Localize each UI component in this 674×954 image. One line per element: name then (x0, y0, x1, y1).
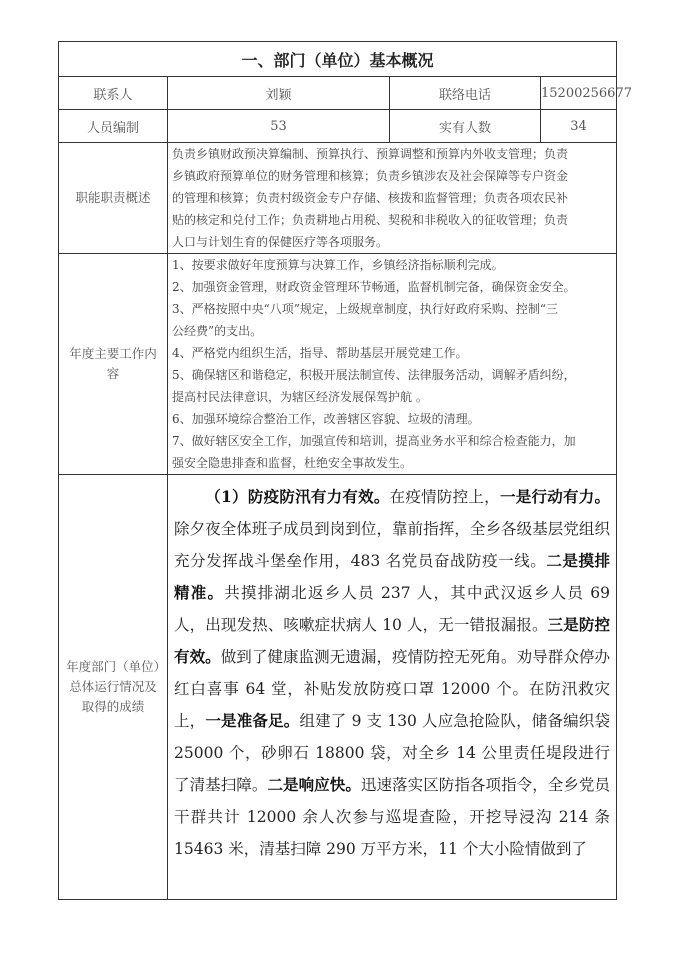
results-point: 二是响应快。 (267, 775, 361, 794)
duties-line: 的管理和核算；负责村级资金专户存储、核拨和监督管理；负责各项农民补 (172, 191, 569, 205)
results-point: 二是摸排精准。 (174, 551, 611, 602)
task-line: 公经费”的支出。 (172, 324, 263, 338)
phone-value: 15200256677 (541, 77, 617, 110)
results-text-run: 除夕夜全体班子成员到岗到位，靠前指挥，全乡各级基层党组织充分发挥战斗堡垒作用，483 名党员奋战防疫一线。 (174, 520, 611, 570)
results-text-run: 在疫情防控上， (389, 488, 500, 506)
results-text-run: 迅速落实区防指各项指令，全乡党员干群共计 12000 余人次参与巡堤查险，开挖导浸沟 214 条 15463 米，清基扫障 290 万平方米，11 个大小险情做到了 (174, 776, 611, 858)
staff-quota-label: 人员编制 (59, 110, 168, 143)
tasks-label: 年度主要工作内容 (59, 254, 168, 475)
task-line: 6、加强环境综合整治工作，改善辖区容貌、垃圾的清理。 (172, 412, 480, 426)
results-point: 一是行动有力。 (499, 487, 610, 506)
actual-staff-label: 实有人数 (390, 110, 541, 143)
duties-line: 负责乡镇财政预决算编制、预算执行、预算调整和预算内外收支管理；负责 (172, 147, 569, 161)
results-label: 年度部门（单位）总体运行情况及取得的成绩 (59, 475, 168, 900)
results-heading: （1）防疫防汛有力有效。 (205, 487, 390, 506)
section-title: 一、部门（单位）基本概况 (59, 42, 617, 77)
basic-info-table (58, 41, 632, 900)
task-line: 3、严格按照中央“八项”规定，上级规章制度，执行好政府采购、控制“三 (172, 302, 559, 316)
duties-label: 职能职责概述 (59, 143, 168, 254)
task-line: 提高村民法律意识，为辖区经济发展保驾护航 。 (172, 390, 428, 404)
phone-label: 联络电话 (390, 77, 541, 110)
duties-text (168, 143, 617, 254)
duties-line: 贴的核定和兑付工作；负责耕地占用税、契税和非税收入的征收管理；负责 (172, 213, 569, 227)
task-line: 5、确保辖区和谐稳定，积极开展法制宣传、法律服务活动，调解矛盾纠纷， (172, 368, 576, 382)
results-text-run: 共摸排湖北返乡人员 237 人，其中武汉返乡人员 69 人，出现发热、咳嗽症状病人 10 人，无一错报漏报。 (174, 584, 611, 634)
results-point: 三是防控有效。 (174, 615, 610, 666)
results-paragraph (174, 481, 610, 865)
results-text (168, 475, 617, 900)
task-line: 2、加强资金管理，财政资金管理环节畅通，监督机制完备，确保资金安全。 (172, 280, 576, 294)
tasks-text (168, 254, 617, 475)
contact-label: 联系人 (59, 77, 168, 110)
task-line: 强安全隐患排查和监督，杜绝安全事故发生。 (172, 456, 413, 470)
task-line: 4、严格党内组织生活，指导、帮助基层开展党建工作。 (172, 346, 468, 360)
task-line: 1、按要求做好年度预算与决算工作，乡镇经济指标顺利完成。 (172, 258, 504, 272)
duties-line: 乡镇政府预算单位的财务管理和核算；负责乡镇涉农及社会保障等专户资金 (172, 169, 569, 183)
results-text-run: 做到了健康监测无遗漏，疫情防控无死角。劝导群众停办红白喜事 64 堂，补贴发放防疫口罩 12000 个。在防汛救灾上， (174, 648, 611, 730)
results-text-run: 组建了 9 支 130 人应急抢险队，储备编织袋 25000 个，砂卵石 18800 袋，对全乡 14 公里责任堤段进行了清基扫障。 (174, 712, 611, 794)
task-line: 7、做好辖区安全工作，加强宣传和培训，提高业务水平和综合检查能力，加 (172, 434, 576, 448)
results-point: 一是准备足。 (205, 711, 300, 730)
staff-quota-value: 53 (168, 110, 390, 143)
duties-line: 人口与计划生育的保健医疗等各项服务。 (172, 235, 389, 249)
actual-staff-value: 34 (541, 110, 617, 143)
contact-value: 刘颖 (168, 77, 390, 110)
